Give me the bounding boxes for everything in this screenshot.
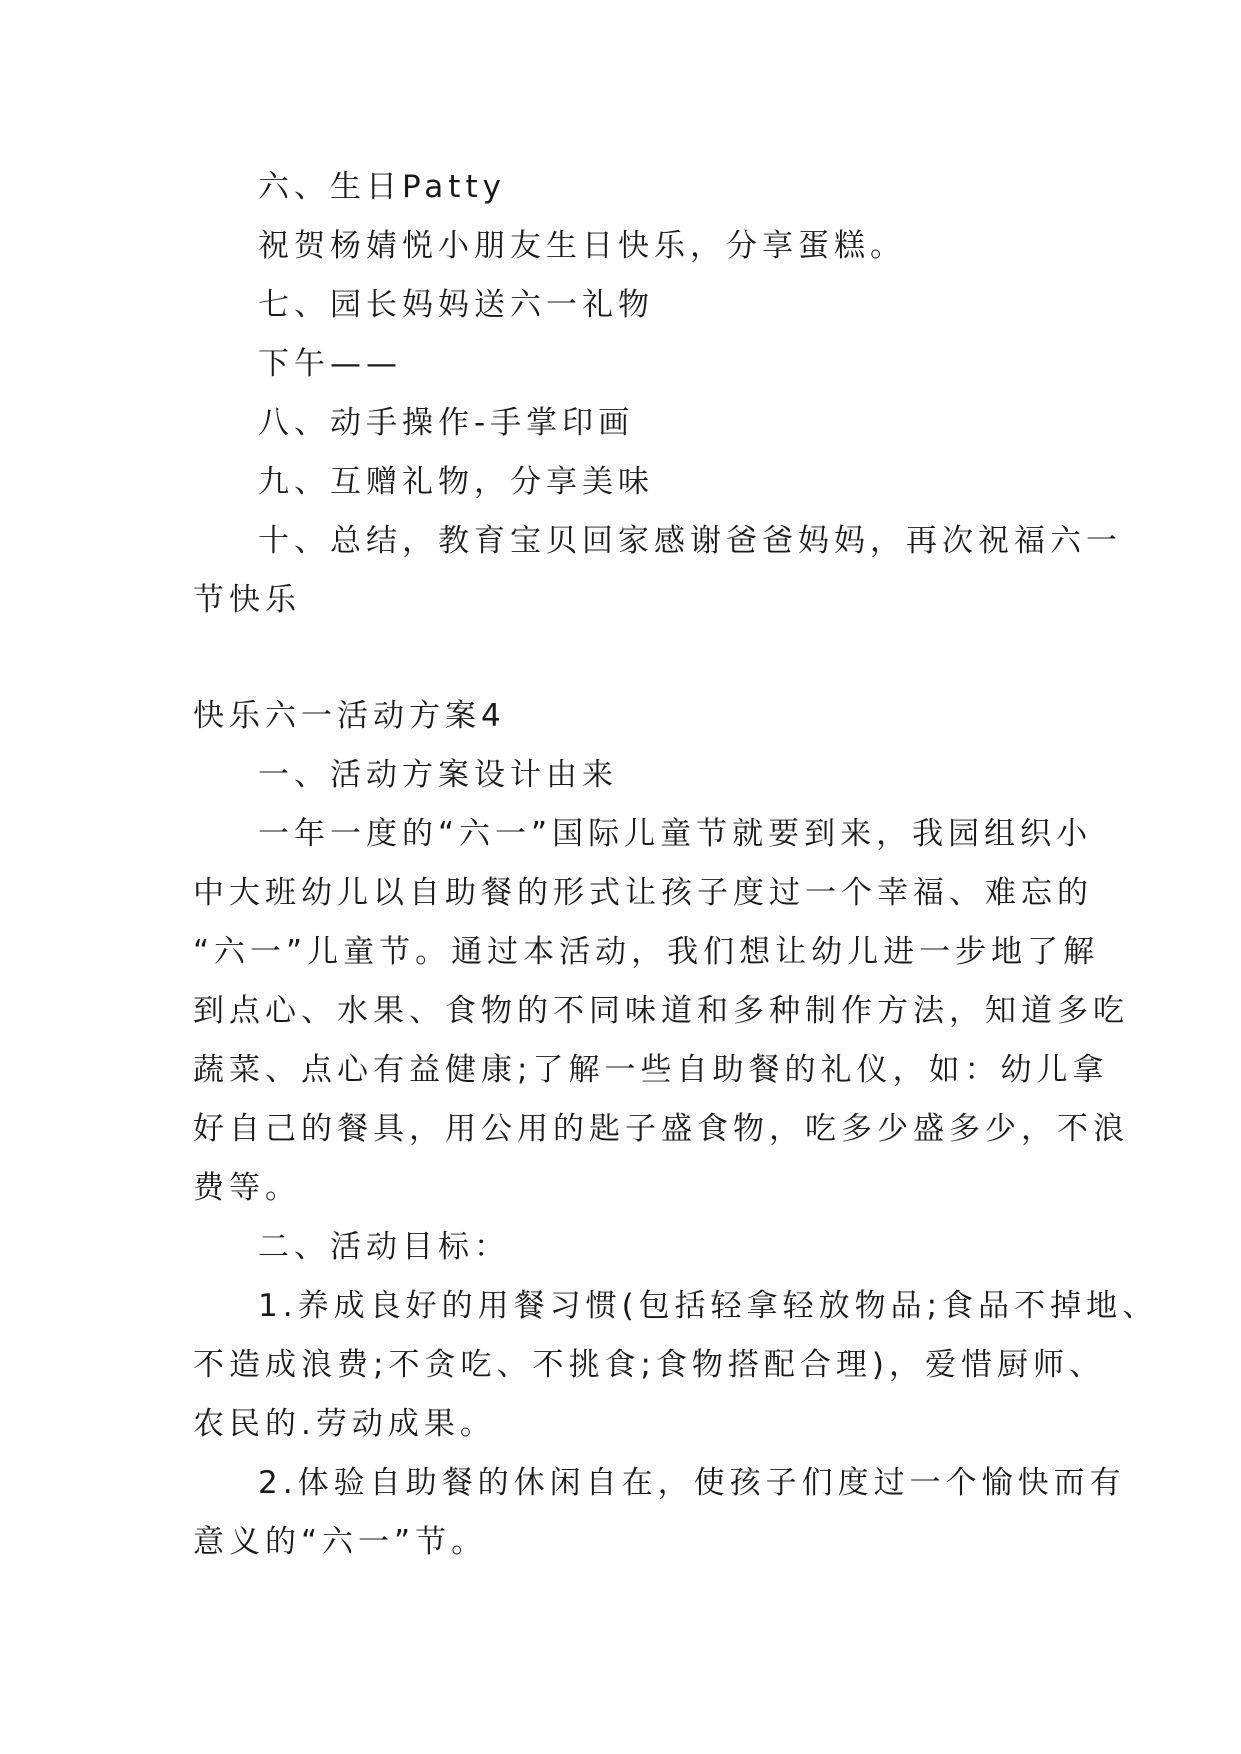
- paragraph-line: 节快乐: [193, 582, 301, 618]
- paragraph-line: 不造成浪费;不贪吃、不挑食;食物搭配合理)，爱惜厨师、: [193, 1347, 1105, 1383]
- paragraph-line: 1.养成良好的用餐习惯(包括轻拿轻放物品;食品不掉地、: [258, 1288, 1159, 1324]
- section-heading-1: 一、活动方案设计由来: [258, 757, 618, 793]
- paragraph-line: 一年一度的“六一”国际儿童节就要到来，我园组织小: [258, 816, 1093, 852]
- paragraph-line: 2.体验自助餐的休闲自在，使孩子们度过一个愉快而有: [258, 1465, 1126, 1501]
- section-heading-2: 二、活动目标：: [258, 1229, 510, 1265]
- paragraph-line: 下午——: [258, 346, 402, 382]
- section-heading-10: 十、总结，教育宝贝回家感谢爸爸妈妈，再次祝福六一: [258, 523, 1122, 559]
- paragraph-line: 费等。: [193, 1170, 301, 1206]
- paragraph-line: 祝贺杨婧悦小朋友生日快乐，分享蛋糕。: [258, 228, 906, 264]
- paragraph-line: 到点心、水果、食物的不同味道和多种制作方法，知道多吃: [193, 993, 1129, 1029]
- paragraph-line: 蔬菜、点心有益健康;了解一些自助餐的礼仪，如：幼儿拿: [193, 1052, 1109, 1088]
- document-title: 快乐六一活动方案4: [193, 698, 506, 734]
- paragraph-line: “六一”儿童节。通过本活动，我们想让幼儿进一步地了解: [193, 934, 1100, 970]
- section-heading-8: 八、动手操作-手掌印画: [258, 405, 635, 441]
- paragraph-line: 中大班幼儿以自助餐的形式让孩子度过一个幸福、难忘的: [193, 875, 1093, 911]
- section-heading-9: 九、互赠礼物，分享美味: [258, 464, 654, 500]
- paragraph-line: 农民的.劳动成果。: [193, 1406, 496, 1442]
- paragraph-line: 好自己的餐具，用公用的匙子盛食物，吃多少盛多少，不浪: [193, 1111, 1129, 1147]
- paragraph-line: 意义的“六一”节。: [193, 1524, 488, 1560]
- section-heading-7: 七、园长妈妈送六一礼物: [258, 287, 654, 323]
- section-heading-6: 六、生日Patty: [258, 169, 506, 205]
